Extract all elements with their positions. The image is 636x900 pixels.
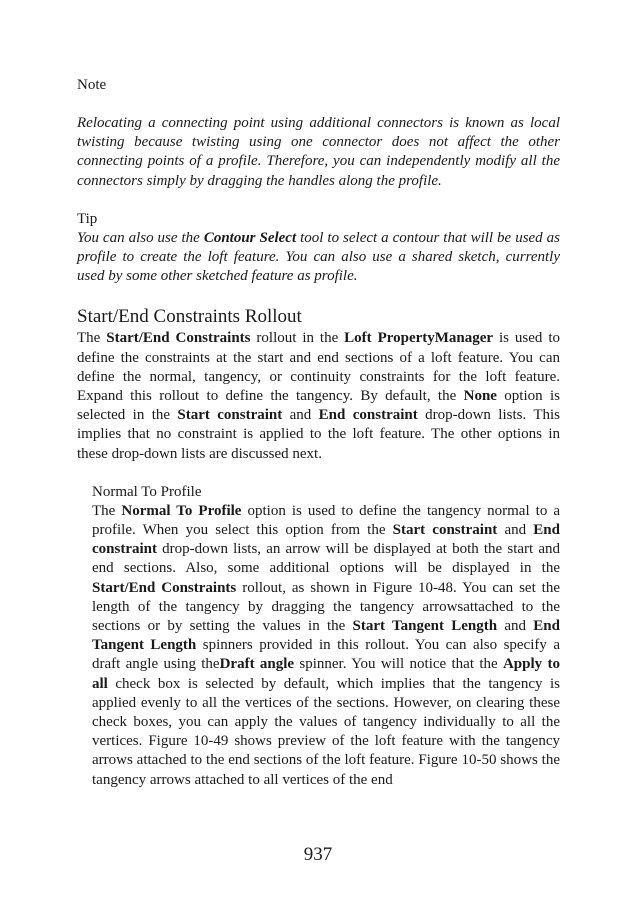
section-text: option is selected in the [77, 388, 560, 424]
subsection-text: and [497, 522, 534, 539]
subsection-bold-term: Start/End Constraints [92, 579, 237, 596]
section-text: The [77, 330, 107, 347]
section-bold-term: End constraint [318, 407, 418, 424]
subsection-heading: Normal To Profile [92, 483, 202, 500]
section-text: and [282, 407, 319, 424]
tip-bold-contour-select: Contour Select [203, 229, 297, 246]
subsection-text: drop-down lists, an arrow will be displayed at both the start and end sections. Also, some additional options will be displayed in the [92, 541, 560, 577]
page-content [77, 76, 560, 790]
section-text: is used to define the constraints at the start and end sections of a loft feature. You can define the normal, tangency, or continuity constraints for the loft feature. Expand this rollout to define the tangency. By default, the [77, 330, 560, 405]
section-bold-term: None [463, 388, 497, 405]
section-text: drop-down lists. This implies that no constraint is applied to the loft feature. The other options in these drop-down lists are discussed next. [77, 407, 560, 462]
subsection-bold-term: Normal To Profile [121, 502, 242, 519]
tip-text: You can also use the [77, 229, 204, 246]
subsection [92, 483, 560, 790]
tip-body [77, 229, 560, 287]
subsection-text: check box is selected by default, which implies that the tangency is applied evenly to all the vertices of the sections. However, on clearing these check boxes, you can apply the values of tangency individually to all the vertices. Figure 10-49 shows preview of the loft feature with the tangency arrows attached to the end sections of the loft feature. Figure 10-50 shows the tangency arrows attached to all vertices of the end [92, 675, 560, 788]
subsection-text: spinners provided in this rollout. You can also specify a draft angle using the [92, 637, 560, 673]
section-bold-term: Loft PropertyManager [344, 330, 494, 347]
subsection-bold-term: Start Tangent Length [352, 618, 498, 635]
subsection-bold-term: Apply to all [92, 656, 560, 692]
subsection-bold-term: Draft angle [219, 656, 295, 673]
tip-text: tool to select a contour that will be used as profile to create the loft feature. You can also use a shared sketch, currently used by some other sketched feature as profile. [77, 229, 560, 285]
subsection-text: option is used to define the tangency normal to a profile. When you select this option from the [92, 502, 561, 539]
subsection-bold-term: Start constraint [392, 522, 498, 539]
subsection-body [92, 502, 560, 790]
tip-label: Tip [77, 210, 98, 227]
subsection-bold-term: End Tangent Length [92, 618, 560, 654]
section-heading: Start/End Constraints Rollout [77, 306, 302, 328]
page-number: 937 [303, 844, 333, 865]
subsection-text: The [92, 502, 122, 519]
subsection-text: and [497, 618, 534, 635]
section-text: rollout in the [250, 330, 345, 347]
note-body: Relocating a connecting point using additional connectors is known as local twisting because twisting using one connector does not affect the other connecting points of a profile. Therefore, you can independently modify all the connectors simply by dragging the handles along the profile. [77, 115, 560, 189]
section-body [77, 329, 560, 463]
note-label: Note [77, 77, 107, 93]
subsection-bold-term: End constraint [92, 522, 560, 558]
subsection-text: spinner. You will notice that the [294, 656, 503, 673]
section-bold-term: Start/End Constraints [106, 330, 251, 347]
subsection-text: rollout, as shown in Figure 10-48. You can set the length of the tangency by dragging the tangency arrowsattached to the sections or by setting the values in the [92, 579, 560, 635]
section-bold-term: Start constraint [177, 407, 283, 424]
